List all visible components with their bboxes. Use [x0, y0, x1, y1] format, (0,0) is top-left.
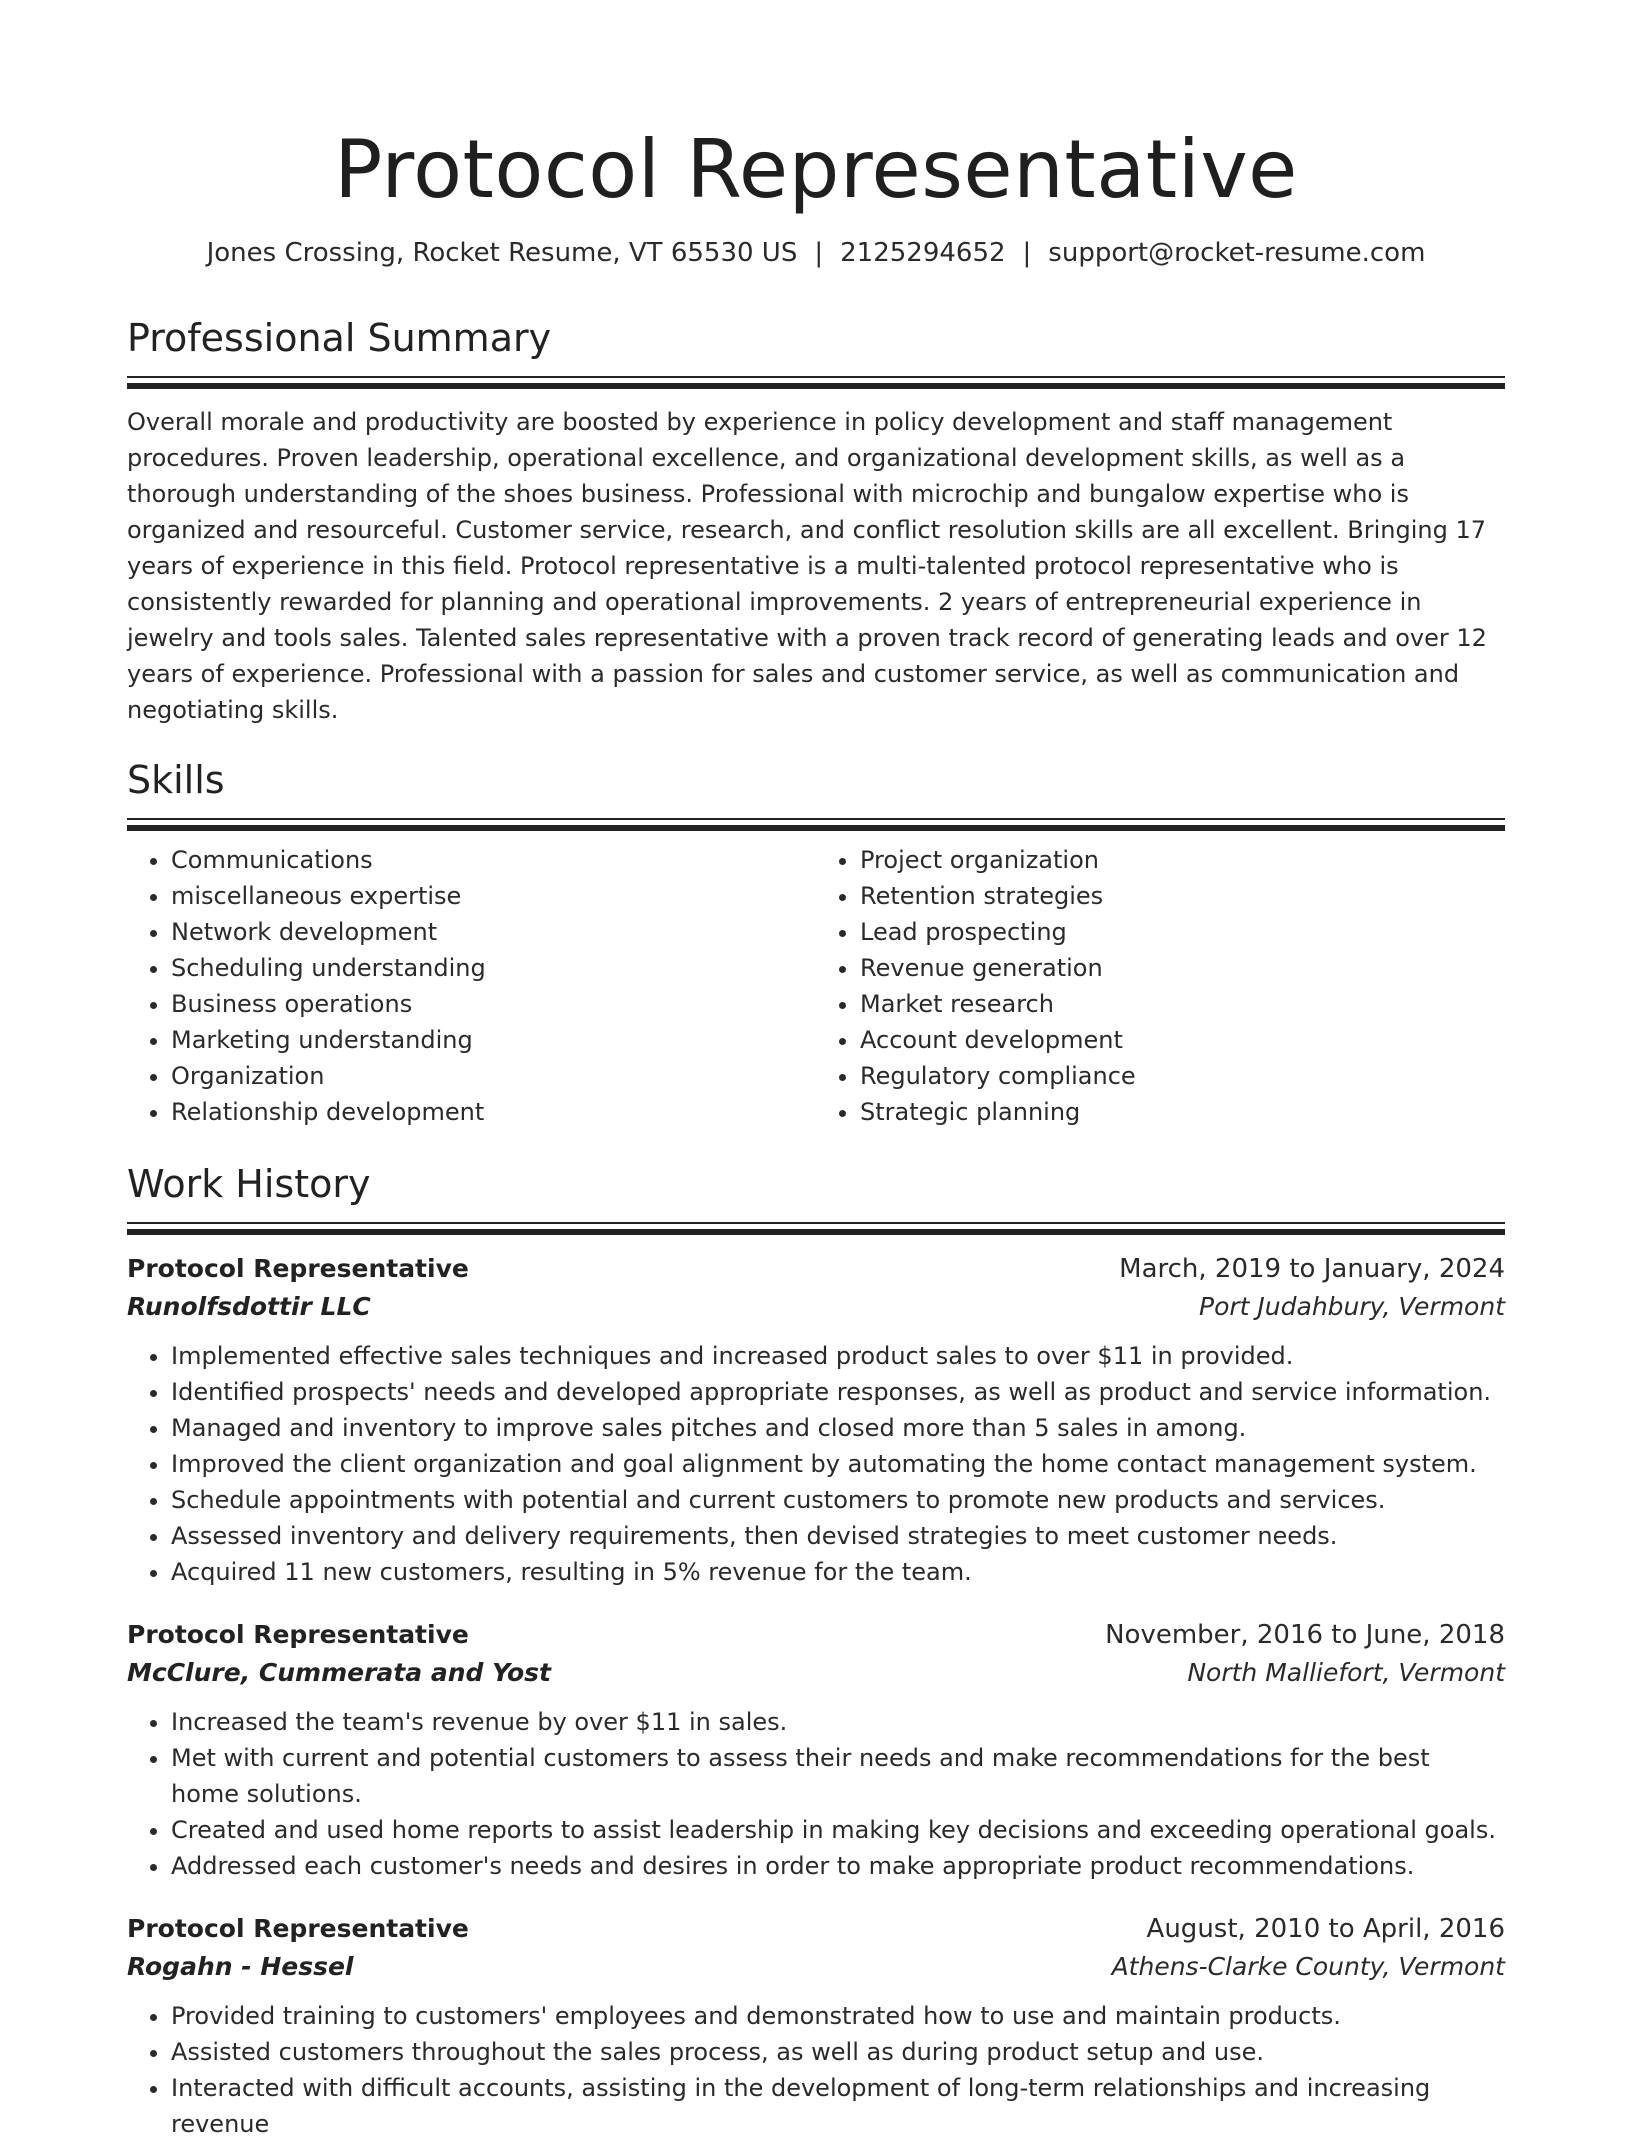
job-bullet: • Increased the team's revenue by over $11 in sales.: [171, 1704, 1505, 1740]
job-subheader: [127, 1288, 1505, 1326]
contact-phone: 2125294652: [840, 238, 1006, 268]
work-history-section: [127, 1160, 1505, 2142]
contact-separator: |: [1022, 238, 1032, 268]
skill-item: • Project organization: [860, 842, 1505, 878]
job-bullet: • Interacted with difficult accounts, assisting in the development of long-term relationships and increasing revenue: [171, 2070, 1505, 2142]
job-location: Port Judahbury, Vermont: [1199, 1292, 1505, 1321]
contact-address: Jones Crossing, Rocket Resume, VT 65530 US: [206, 238, 798, 268]
job-title: Protocol Representative: [127, 1620, 469, 1649]
professional-summary-section: [127, 314, 1505, 728]
skills-columns: [127, 842, 1505, 1130]
skill-item: • Scheduling understanding: [171, 950, 816, 986]
job-entry: [127, 1616, 1505, 1884]
job-entry: [127, 1250, 1505, 1590]
job-dates: August, 2010 to April, 2016: [1146, 1914, 1505, 1944]
skill-item: • miscellaneous expertise: [171, 878, 816, 914]
skill-item: • Regulatory compliance: [860, 1058, 1505, 1094]
job-dates: March, 2019 to January, 2024: [1119, 1254, 1505, 1284]
skills-section: [127, 756, 1505, 1130]
section-title-summary: Professional Summary: [127, 316, 552, 360]
job-bullet: • Created and used home reports to assist leadership in making key decisions and exceeding operational goals.: [171, 1812, 1505, 1848]
job-dates: November, 2016 to June, 2018: [1105, 1620, 1505, 1650]
skill-item: • Network development: [171, 914, 816, 950]
job-company: Runolfsdottir LLC: [127, 1292, 371, 1321]
skill-item: • Relationship development: [171, 1094, 816, 1130]
job-bullet: • Assisted customers throughout the sales process, as well as during product setup and use.: [171, 2034, 1505, 2070]
job-subheader: [127, 1948, 1505, 1986]
skill-item: • Marketing understanding: [171, 1022, 816, 1058]
job-title: Protocol Representative: [127, 1914, 469, 1943]
job-company: Rogahn - Hessel: [127, 1952, 354, 1981]
job-company: McClure, Cummerata and Yost: [127, 1658, 551, 1687]
job-subheader: [127, 1654, 1505, 1692]
job-header: [127, 1910, 1505, 1948]
job-bullet: • Schedule appointments with potential and current customers to promote new products and services.: [171, 1482, 1505, 1518]
job-header: [127, 1250, 1505, 1288]
skill-item: • Revenue generation: [860, 950, 1505, 986]
skill-item: • Strategic planning: [860, 1094, 1505, 1130]
job-location: Athens-Clarke County, Vermont: [1111, 1952, 1505, 1981]
job-bullets: [127, 1704, 1505, 1884]
skills-list-left: [127, 842, 816, 1130]
job-bullet: • Managed and inventory to improve sales pitches and closed more than 5 sales in among.: [171, 1410, 1505, 1446]
skills-list-right: [816, 842, 1505, 1130]
job-bullet: • Addressed each customer's needs and desires in order to make appropriate product recommendations.: [171, 1848, 1505, 1884]
skill-item: • Communications: [171, 842, 816, 878]
job-bullet: • Provided training to customers' employees and demonstrated how to use and maintain products.: [171, 1998, 1505, 2034]
summary-text: Overall morale and productivity are boosted by experience in policy development and staff management procedures. Proven leadership, operational excellence, and organizational development skills, as well as a thorough understanding of the shoes business. Professional with microchip and bungalow expertise who is organized and resourceful. Customer service, research, and conflict resolution skills are all excellent. Bringing 17 years of experience in this field. Protocol representative is a multi-talented protocol representative who is consistently rewarded for planning and operational improvements. 2 years of entrepreneurial experience in jewelry and tools sales. Talented sales representative with a proven track record of generating leads and over 12 years of experience. Professional with a passion for sales and customer service, as well as communication and negotiating skills.: [127, 408, 1487, 724]
job-bullet: • Met with current and potential customers to assess their needs and make recommendations for the best home solutions.: [171, 1740, 1505, 1812]
resume-name: Protocol Representative: [334, 123, 1298, 216]
job-bullets: [127, 1998, 1505, 2142]
section-title-work-history: Work History: [127, 1162, 371, 1206]
job-header: [127, 1616, 1505, 1654]
job-bullet: • Identified prospects' needs and developed appropriate responses, as well as product and service information.: [171, 1374, 1505, 1410]
contact-line: [127, 236, 1505, 270]
skill-item: • Account development: [860, 1022, 1505, 1058]
skill-item: • Lead prospecting: [860, 914, 1505, 950]
section-divider: [127, 1222, 1505, 1232]
job-entry: [127, 1910, 1505, 2142]
skill-item: • Business operations: [171, 986, 816, 1022]
contact-separator: |: [814, 238, 824, 268]
section-title-skills: Skills: [127, 758, 225, 802]
skill-item: • Market research: [860, 986, 1505, 1022]
job-bullet: • Improved the client organization and goal alignment by automating the home contact management system.: [171, 1446, 1505, 1482]
section-divider: [127, 376, 1505, 386]
contact-email: support@rocket-resume.com: [1048, 238, 1426, 268]
job-title: Protocol Representative: [127, 1254, 469, 1283]
job-bullets: [127, 1338, 1505, 1590]
skill-item: • Retention strategies: [860, 878, 1505, 914]
skill-item: • Organization: [171, 1058, 816, 1094]
job-bullet: • Implemented effective sales techniques and increased product sales to over $11 in provided.: [171, 1338, 1505, 1374]
job-location: North Malliefort, Vermont: [1187, 1658, 1505, 1687]
job-bullet: • Acquired 11 new customers, resulting in 5% revenue for the team.: [171, 1554, 1505, 1590]
job-bullet: • Assessed inventory and delivery requirements, then devised strategies to meet customer needs.: [171, 1518, 1505, 1554]
section-divider: [127, 818, 1505, 828]
